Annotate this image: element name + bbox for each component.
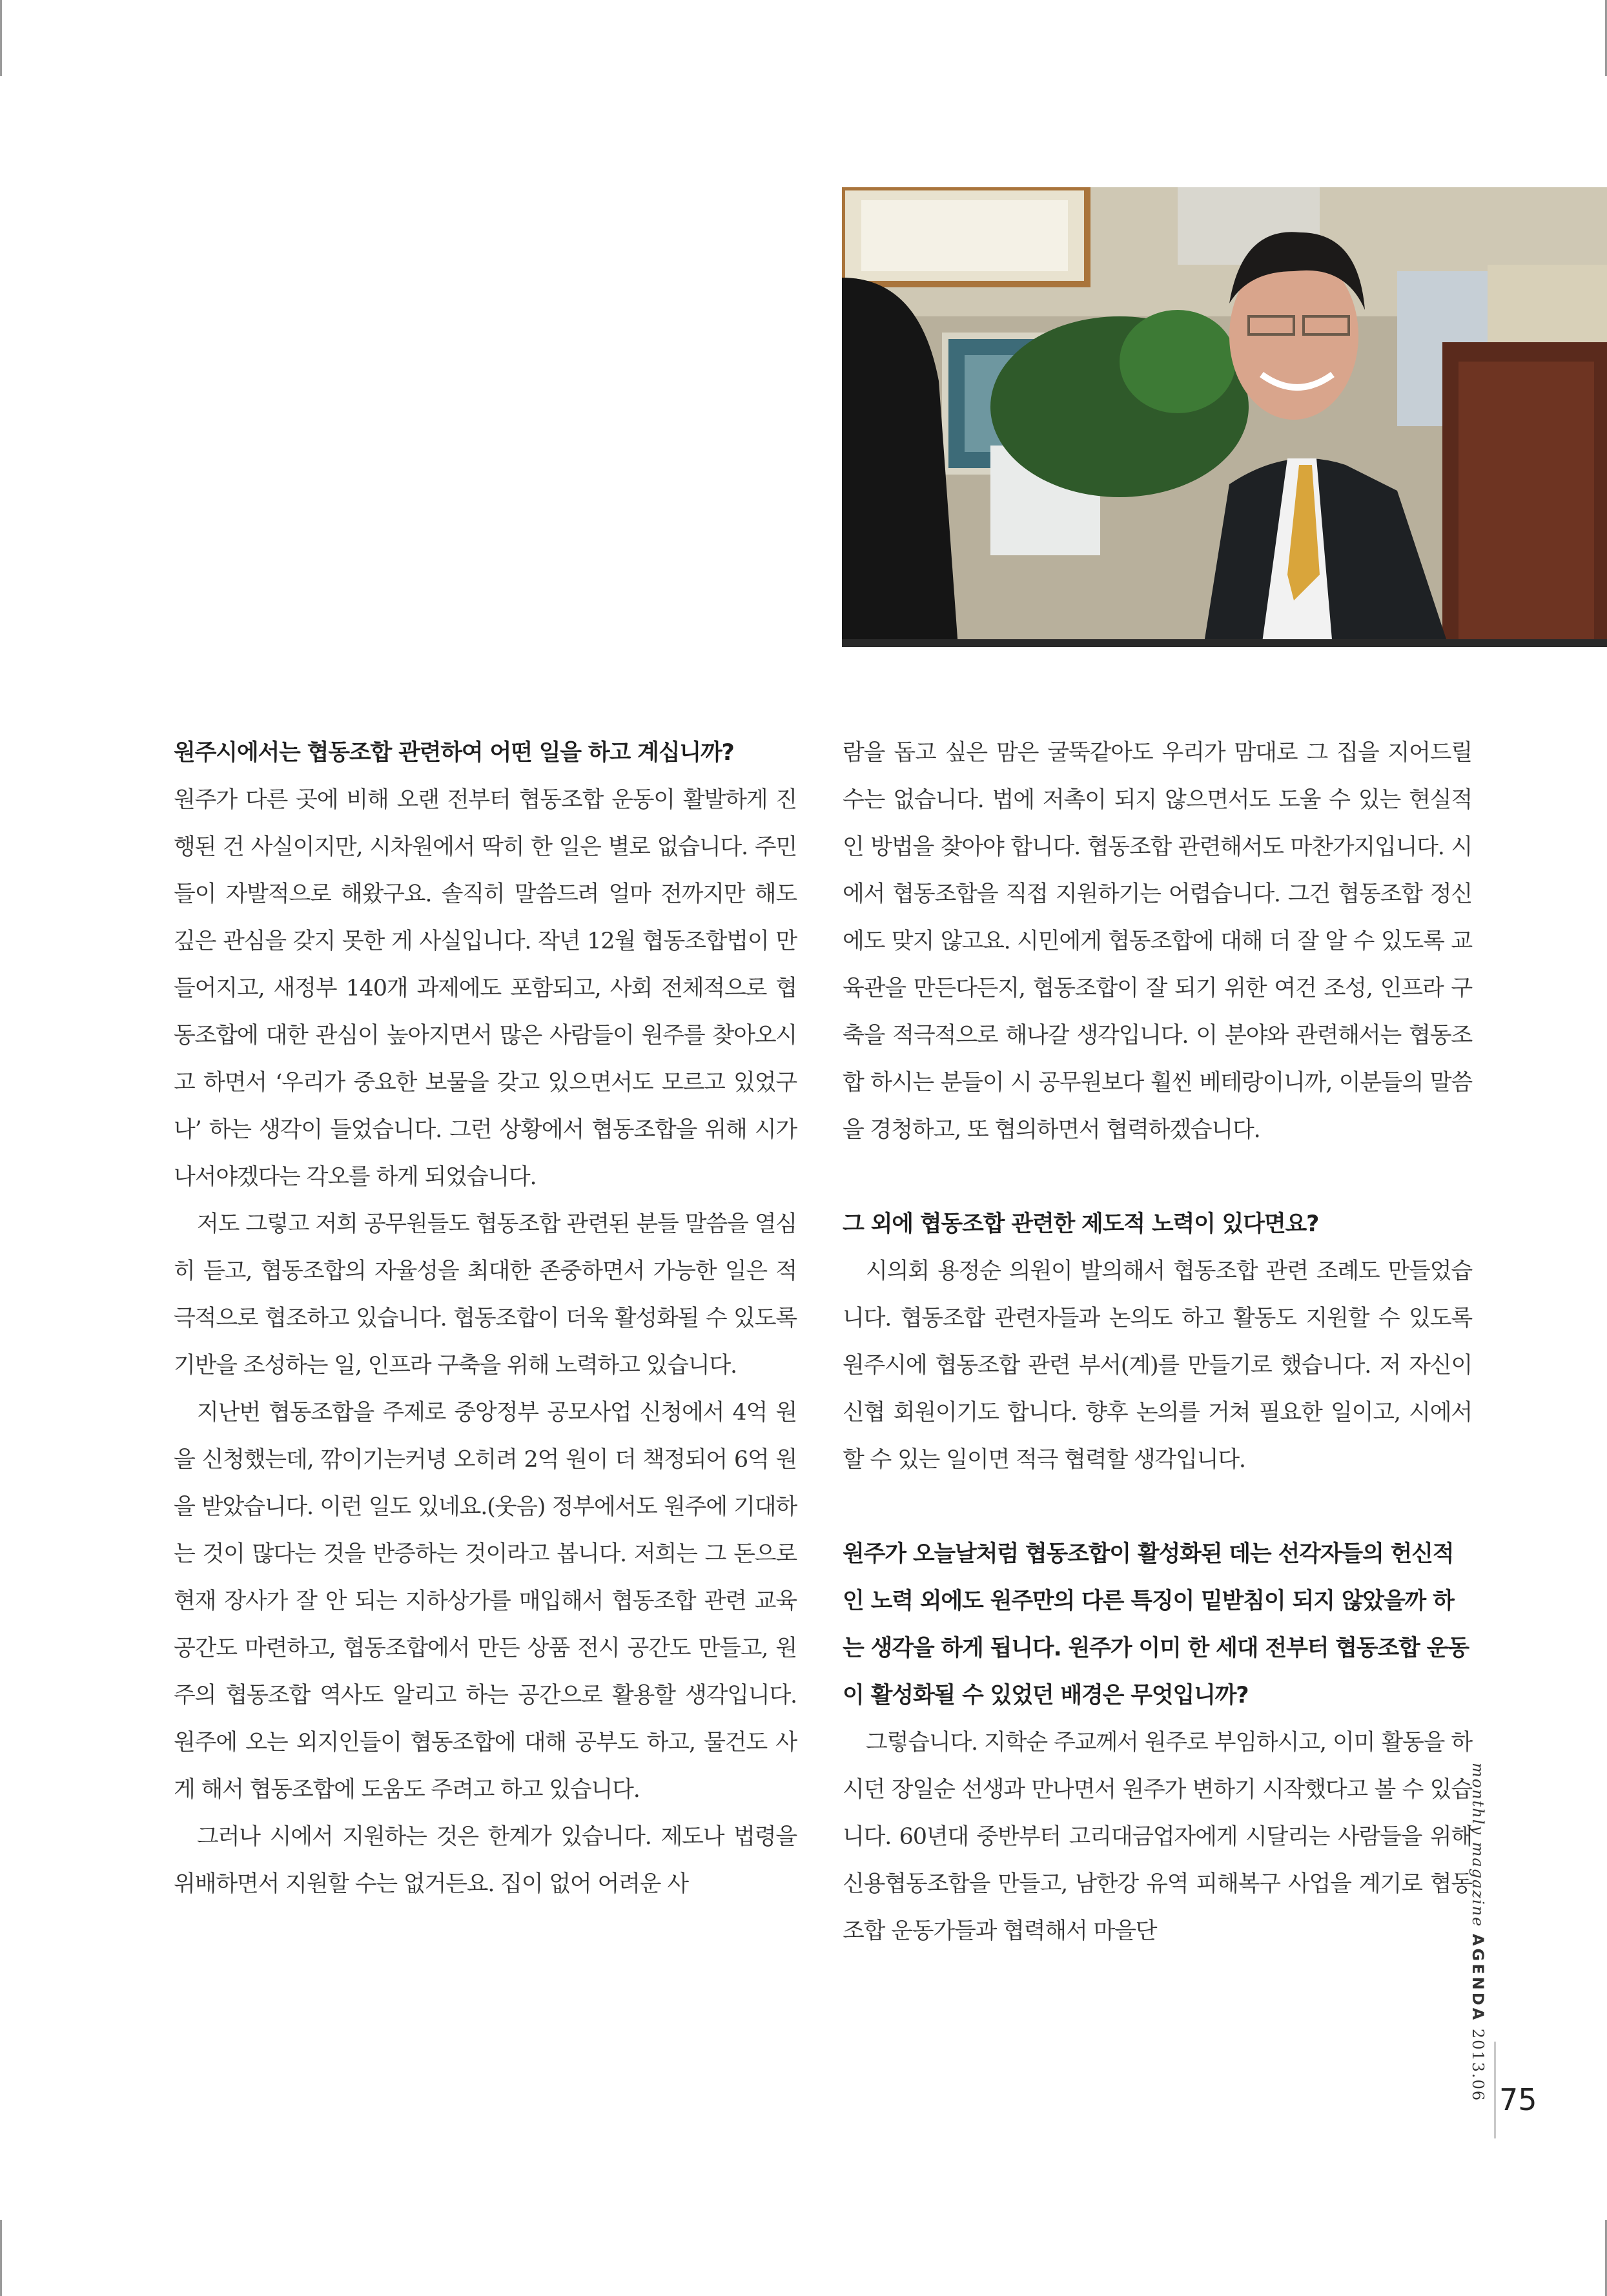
crop-mark [0, 2220, 2, 2296]
answer-paragraph: 람을 돕고 싶은 맘은 굴뚝같아도 우리가 맘대로 그 집을 지어드릴 수는 없습니다. 법에 저촉이 되지 않으면서도 도울 수 있는 현실적인 방법을 찾아야 합니다. 협동조합 관련해서도 마찬가지입니다. 시에서 협동조합을 직접 지원하기는 어렵습니다. 그건 협동조합 정신에도 맞지 않고요. 시민에게 협동조합에 대해 더 잘 알 수 있도록 교육관을 만든다든지, 협동조합이 잘 되기 위한 여건 조성, 인프라 구축을 적극적으로 해나갈 생각입니다. 이 분야와 관련해서는 협동조합 하시는 분들이 시 공무원보다 훨씬 베테랑이니까, 이분들의 말씀을 경청하고, 또 협의하면서 협력하겠습니다. [843, 740, 1472, 1143]
answer-paragraph: 지난번 협동조합을 주제로 중앙정부 공모사업 신청에서 4억 원을 신청했는데, 깎이기는커녕 오히려 2억 원이 더 책정되어 6억 원을 받았습니다. 이런 일도 있네요.(웃음) 정부에서도 원주에 기대하는 것이 많다는 것을 반증하는 것이라고 봅니다. 저희는 그 돈으로 현재 장사가 잘 안 되는 지하상가를 매입해서 협동조합 관련 교육 공간도 마련하고, 협동조합에서 만든 상품 전시 공간도 만들고, 원주의 협동조합 역사도 알리고 하는 공간으로 활용할 생각입니다. 원주에 오는 외지인들이 협동조합에 대해 공부도 하고, 물건도 사게 해서 협동조합에 도움도 주려고 하고 있습니다. [174, 1400, 797, 1803]
magazine-running-title [1468, 1763, 1493, 2102]
folio-rule [1494, 2042, 1496, 2138]
magazine-brand: AGENDA [1469, 1933, 1487, 2023]
running-title-text [1469, 1763, 1487, 2102]
crop-mark [0, 0, 2, 76]
answer-paragraph: 원주가 다른 곳에 비해 오랜 전부터 협동조합 운동이 활발하게 진행된 건 사실이지만, 시차원에서 딱히 한 일은 별로 없습니다. 주민들이 자발적으로 해왔구요. 솔직히 말씀드려 얼마 전까지만 해도 깊은 관심을 갖지 못한 게 사실입니다. 작년 12월 협동조합법이 만들어지고, 새정부 140개 과제에도 포함되고, 사회 전체적으로 협동조합에 대한 관심이 높아지면서 많은 사람들이 원주를 찾아오시고 하면서 ‘우리가 중요한 보물을 갖고 있으면서도 모르고 있었구나’ 하는 생각이 들었습니다. 그런 상황에서 협동조합을 위해 시가 나서야겠다는 각오를 하게 되었습니다. [174, 787, 797, 1190]
question-heading: 그 외에 협동조합 관련한 제도적 노력이 있다면요? [843, 1211, 1319, 1237]
interview-photo [842, 187, 1607, 647]
spacer [843, 1154, 1472, 1201]
answer-paragraph: 그러나 시에서 지원하는 것은 한계가 있습니다. 제도나 법령을 위배하면서 지원할 수는 없거든요. 집이 없어 어려운 사 [174, 1824, 797, 1897]
answer-paragraph: 그렇습니다. 지학순 주교께서 원주로 부임하시고, 이미 활동을 하시던 장일순 선생과 만나면서 원주가 변하기 시작했다고 볼 수 있습니다. 60년대 중반부터 고리대금업자에게 시달리는 사람들을 위해 신용협동조합을 만들고, 남한강 유역 피해복구 사업을 계기로 협동조합 운동가들과 협력해서 마을단 [843, 1730, 1472, 1944]
issue-date: 2013.06 [1469, 2022, 1487, 2102]
spacer [843, 1484, 1472, 1531]
interview-photo-illustration [842, 187, 1607, 647]
question-heading: 원주가 오늘날처럼 협동조합이 활성화된 데는 선각자들의 헌신적인 노력 외에도 원주만의 다른 특징이 밑받침이 되지 않았을까 하는 생각을 하게 됩니다. 원주가 이미 한 세대 전부터 협동조합 운동이 활성화될 수 있었던 배경은 무엇입니까? [843, 1541, 1469, 1708]
answer-paragraph: 시의회 용정순 의원이 발의해서 협동조합 관련 조례도 만들었습니다. 협동조합 관련자들과 논의도 하고 활동도 지원할 수 있도록 원주시에 협동조합 관련 부서(계)를 만들기로 했습니다. 저 자신이 신협 회원이기도 합니다. 향후 논의를 거쳐 필요한 일이고, 시에서 할 수 있는 일이면 적극 협력할 생각입니다. [843, 1258, 1472, 1473]
question-heading: 원주시에서는 협동조합 관련하여 어떤 일을 하고 계십니까? [174, 740, 734, 766]
answer-paragraph: 저도 그렇고 저희 공무원들도 협동조합 관련된 분들 말씀을 열심히 듣고, 협동조합의 자율성을 최대한 존중하면서 가능한 일은 적극적으로 협조하고 있습니다. 협동조합이 더욱 활성화될 수 있도록 기반을 조성하는 일, 인프라 구축을 위해 노력하고 있습니다. [174, 1211, 797, 1379]
page-number: 75 [1499, 2082, 1537, 2117]
running-title-prefix: monthly magazine [1469, 1763, 1487, 1934]
article-column-right [843, 730, 1472, 1955]
article-column-left [174, 730, 797, 1908]
